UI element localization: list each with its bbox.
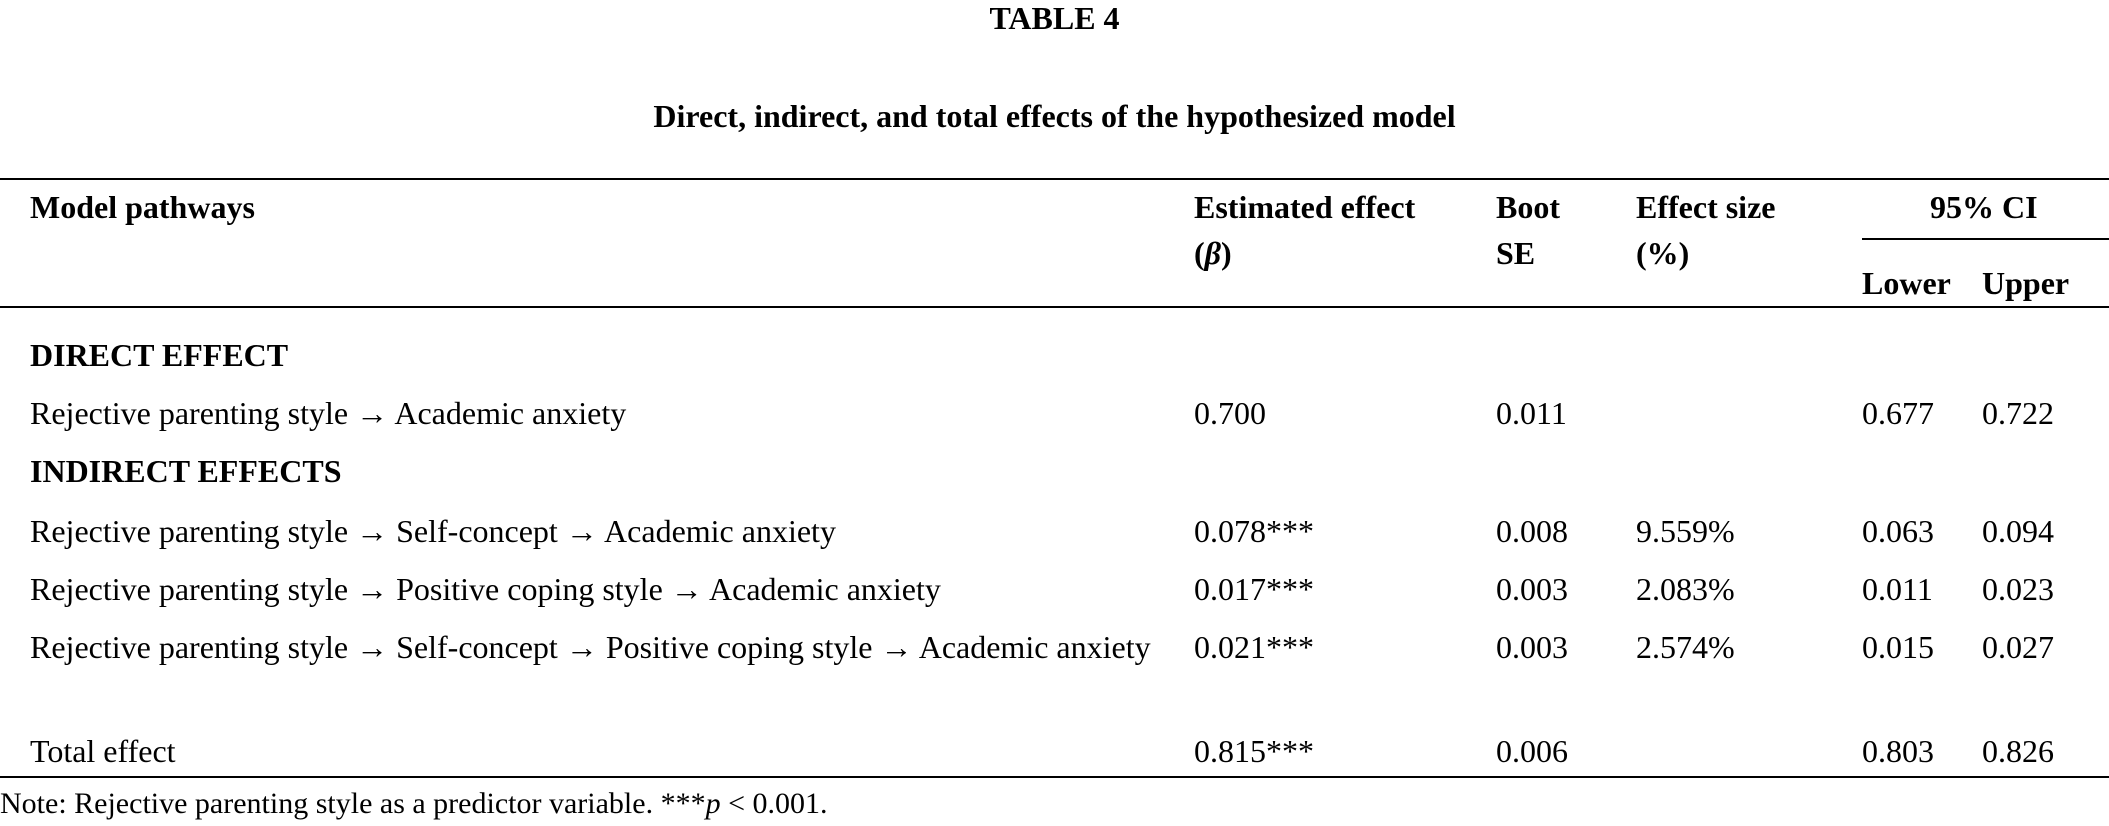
table-label: TABLE 4 [989, 0, 1120, 36]
header-estimate-line1: Estimated effect [1194, 189, 1416, 225]
ci-rule [1862, 238, 2109, 240]
table-row-pathway: Total effect [30, 733, 176, 769]
table-row-pathway: Rejective parenting style → Academic anxiety [30, 395, 627, 431]
table-row-ci-lower: 0.015 [1862, 629, 1934, 665]
table-row-effect-size: 9.559% [1636, 513, 1735, 549]
table-row-se: 0.003 [1496, 571, 1568, 607]
note-suffix: < 0.001. [720, 787, 828, 820]
table-caption: Direct, indirect, and total effects of the hypothesized model [653, 98, 1456, 134]
table-row-pathway: Rejective parenting style → Self-concept → Academic anxiety [30, 513, 836, 549]
table-row-effect-size: 2.083% [1636, 571, 1735, 607]
header-effect-size-line2: (%) [1636, 235, 1690, 271]
bottom-rule [0, 776, 2109, 778]
table-row-ci-upper: 0.023 [1982, 571, 2054, 607]
table-row-ci-upper: 0.722 [1982, 395, 2054, 431]
table-row-se: 0.003 [1496, 629, 1568, 665]
header-estimate-line2: (β) [1194, 235, 1232, 271]
table-row-ci-lower: 0.063 [1862, 513, 1934, 549]
table-row-effect-size: 2.574% [1636, 629, 1735, 665]
table-row-estimate: 0.021*** [1194, 629, 1314, 665]
table-row-ci-upper: 0.826 [1982, 733, 2054, 769]
table-row-se: 0.011 [1496, 395, 1567, 431]
table-row-pathway: Rejective parenting style → Self-concept → Positive coping style → Academic anxiety [30, 629, 1151, 665]
note-p-symbol: p [705, 787, 721, 820]
table-note [0, 784, 828, 824]
table-row-estimate: 0.700 [1194, 395, 1266, 431]
header-se-line1: Boot [1496, 189, 1560, 225]
table-row-ci-lower: 0.677 [1862, 395, 1934, 431]
table-row-ci-upper: 0.027 [1982, 629, 2054, 665]
table-row-se: 0.006 [1496, 733, 1568, 769]
header-ci-upper: Upper [1982, 265, 2070, 301]
header-ci-lower: Lower [1862, 265, 1951, 301]
table-row-estimate: 0.078*** [1194, 513, 1314, 549]
table-row-estimate: 0.815*** [1194, 733, 1314, 769]
header-se-line2: SE [1496, 235, 1536, 271]
header-ci: 95% CI [1930, 189, 2038, 225]
header-pathways: Model pathways [30, 189, 255, 225]
table-row-pathway: Rejective parenting style → Positive coping style → Academic anxiety [30, 571, 941, 607]
table-row-ci-lower: 0.803 [1862, 733, 1934, 769]
table-row-ci-lower: 0.011 [1862, 571, 1933, 607]
table-row-se: 0.008 [1496, 513, 1568, 549]
table-row-estimate: 0.017*** [1194, 571, 1314, 607]
top-rule [0, 178, 2109, 180]
section-indirect-effects: INDIRECT EFFECTS [30, 453, 342, 489]
header-bottom-rule [0, 306, 2109, 308]
table-row-ci-upper: 0.094 [1982, 513, 2054, 549]
header-effect-size-line1: Effect size [1636, 189, 1776, 225]
section-direct-effect: DIRECT EFFECT [30, 337, 289, 373]
note-prefix: Note: Rejective parenting style as a predictor variable. *** [0, 787, 706, 820]
